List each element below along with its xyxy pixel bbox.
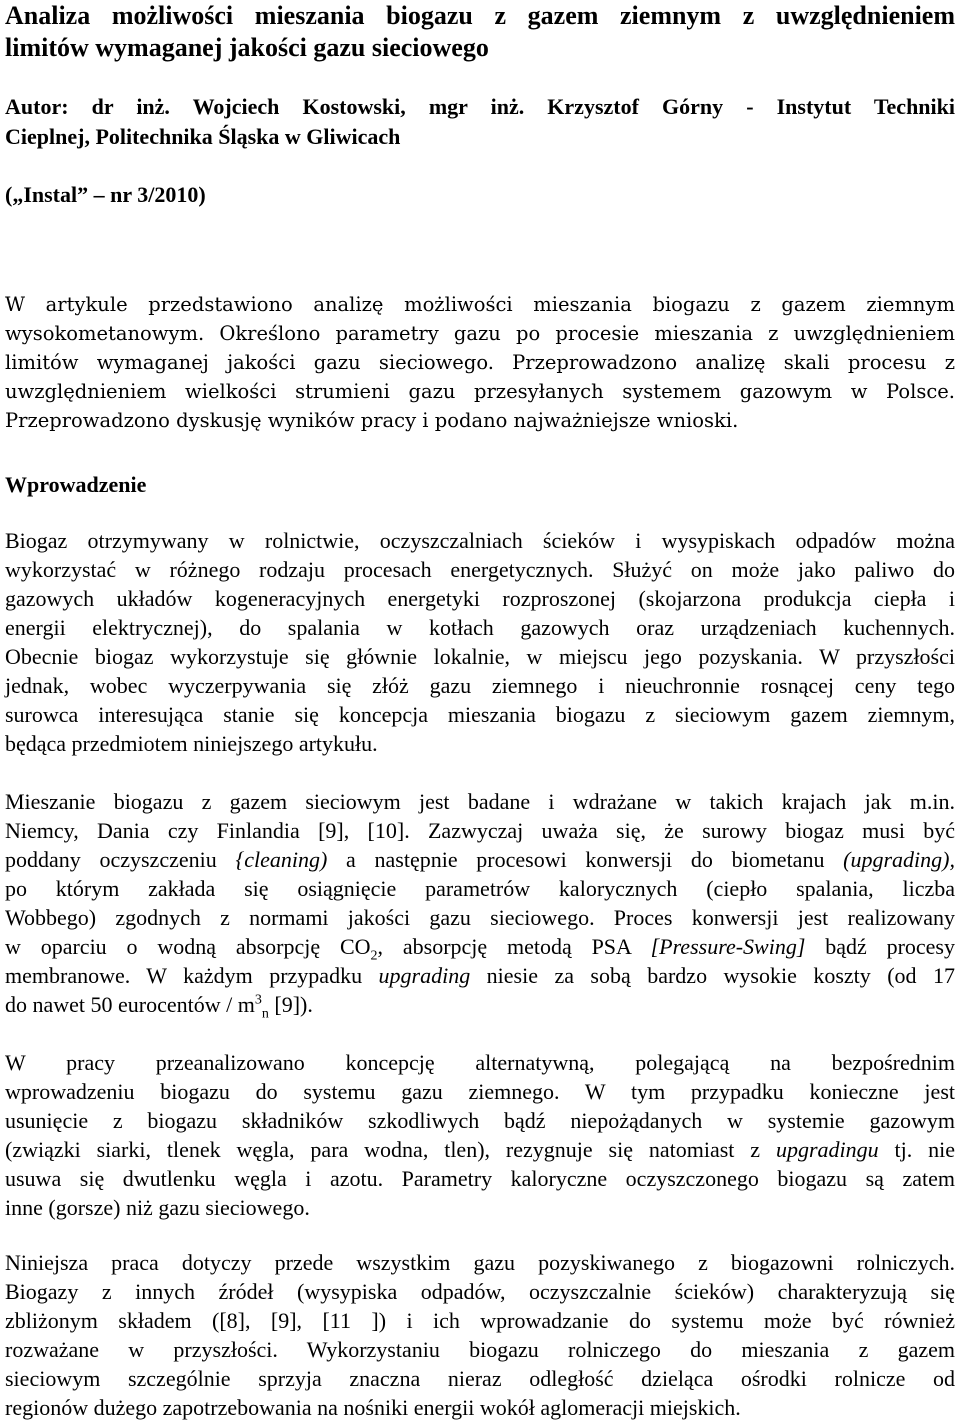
- abstract: [5, 290, 955, 435]
- paragraph-line: Biogazy z innych źródeł (wysypiska odpadów, oczyszczalnie ścieków) charakteryzują się: [5, 1279, 955, 1304]
- text-run: poddany oczyszczeniu: [5, 847, 236, 872]
- paragraph-line: [5, 932, 955, 964]
- superscript: 3: [254, 992, 262, 1008]
- italic-term: (upgrading),: [843, 847, 955, 872]
- paragraph-line: usunięcie z biogazu składników szkodliwych bądź niepożądanych w systemie gazowym: [5, 1108, 955, 1133]
- title-line: limitów wymaganej jakości gazu sieciowego: [5, 33, 489, 62]
- paragraph-line: wprowadzeniu biogazu do systemu gazu ziemnego. W tym przypadku konieczne jest: [5, 1079, 955, 1104]
- paragraph: [5, 526, 955, 758]
- italic-term: upgrading: [378, 963, 471, 988]
- paragraph-line: Niemcy, Dania czy Finlandia [9], [10]. Zazwyczaj uważa się, że surowy biogaz musi być: [5, 818, 955, 843]
- paragraph-line: surowca interesująca stanie się koncepcja mieszania biogazu z sieciowym gazem ziemnym,: [5, 702, 955, 727]
- authors: [5, 92, 955, 152]
- publication-source: („Instal” – nr 3/2010): [5, 182, 206, 207]
- text-run: (związki siarki, tlenek węgla, para wodna, tlen), rezygnuje się natomiast z: [5, 1137, 776, 1162]
- paragraph-line: inne (gorsze) niż gazu sieciowego.: [5, 1195, 310, 1220]
- paragraph-line: [5, 990, 955, 1022]
- abstract-line: limitów wymaganej jakości gazu sieciowego. Przeprowadzono analizę skali procesu z: [5, 351, 955, 374]
- paragraph-line: regionów dużego zapotrzebowania na nośniki energii wokół aglomeracji miejskich.: [5, 1395, 741, 1420]
- paragraph-line: [5, 961, 955, 990]
- paragraph-line: usuwa się dwutlenku węgla i azotu. Parametry kaloryczne oczyszczonego biogazu są zatem: [5, 1166, 955, 1191]
- text-run: tj. nie: [878, 1137, 955, 1162]
- italic-term: {cleaning): [235, 847, 328, 872]
- paragraph-line: zbliżonym składem ([8], [9], [11 ]) i ich wprowadzanie do systemu może być również: [5, 1308, 955, 1333]
- paragraph-line: rozważane w przyszłości. Wykorzystaniu biogazu rolniczego do mieszania z gazem: [5, 1337, 955, 1362]
- subscript: 2: [370, 948, 378, 964]
- paragraph-line: Wobbego) zgodnych z normami jakości gazu sieciowego. Proces konwersji jest realizowany: [5, 905, 955, 930]
- paragraph-line: [5, 845, 955, 874]
- paragraph-line: Niniejsza praca dotyczy przede wszystkim gazu pozyskiwanego z biogazowni rolniczych.: [5, 1250, 955, 1275]
- paragraph-line: sieciowym szczególnie sprzyja znaczna nieraz odległość dzieląca ośrodki rolnicze od: [5, 1366, 955, 1391]
- text-run: do nawet 50 eurocentów / m: [5, 992, 255, 1017]
- authors-line: Autor: dr inż. Wojciech Kostowski, mgr inż. Krzysztof Górny - Instytut Techniki: [5, 94, 955, 119]
- section-heading: Wprowadzenie: [5, 472, 147, 497]
- paragraph: [5, 1248, 955, 1422]
- paragraph-line: Obecnie biogaz wykorzystuje się głównie lokalnie, w miejscu jego pozyskania. W przyszłości: [5, 644, 955, 669]
- abstract-line: W artykule przedstawiono analizę możliwości mieszania biogazu z gazem ziemnym: [5, 293, 955, 316]
- paragraph-line: wykorzystać w różnego rodzaju procesach energetycznych. Służyć on może jako paliwo do: [5, 557, 955, 582]
- abstract-line: uwzględnieniem wielkości strumieni gazu przesyłanych systemem gazowym w Polsce.: [5, 380, 955, 403]
- paragraph-line: jednak, wobec wyczerpywania się złóż gazu ziemnego i nieuchronnie rosnącej ceny tego: [5, 673, 955, 698]
- text-run: membranowe. W każdym przypadku: [5, 963, 379, 988]
- paragraph: [5, 1048, 955, 1222]
- paragraph-line: będąca przedmiotem niniejszego artykułu.: [5, 731, 378, 756]
- text-run: [9]).: [268, 992, 313, 1017]
- text-run: , absorpcję metodą PSA: [377, 934, 651, 959]
- text-run: bądź procesy: [805, 934, 955, 959]
- paragraph-line: Biogaz otrzymywany w rolnictwie, oczyszczalniach ścieków i wysypiskach odpadów można: [5, 528, 955, 553]
- paragraph-line: W pracy przeanalizowano koncepcję alternatywną, polegającą na bezpośrednim: [5, 1050, 955, 1075]
- paragraph-line: gazowych układów kogeneracyjnych energetyki rozproszonej (skojarzona produkcja ciepła i: [5, 586, 955, 611]
- paragraph-line: [5, 1135, 955, 1164]
- italic-term: [Pressure-Swing]: [650, 934, 806, 959]
- paragraph-line: po którym zakłada się osiągnięcie parametrów kalorycznych (ciepło spalania, liczba: [5, 876, 955, 901]
- title-line: Analiza możliwości mieszania biogazu z gazem ziemnym z uwzględnieniem: [5, 1, 955, 30]
- paragraph: [5, 787, 955, 1022]
- italic-term: upgradingu: [775, 1137, 879, 1162]
- article-title: [5, 0, 955, 64]
- subscript: n: [261, 1006, 269, 1022]
- abstract-line: Przeprowadzono dyskusję wyników pracy i podano najważniejsze wnioski.: [5, 409, 739, 432]
- abstract-line: wysokometanowym. Określono parametry gazu po procesie mieszania z uwzględnieniem: [5, 322, 955, 345]
- paragraph-line: energii elektrycznej), do spalania w kotłach gazowych oraz urządzeniach kuchennych.: [5, 615, 955, 640]
- authors-line: Cieplnej, Politechnika Śląska w Gliwicach: [5, 124, 401, 149]
- text-run: niesie za sobą bardzo wysokie koszty (od 17: [470, 963, 955, 988]
- text-run: a następnie procesowi konwersji do biometanu: [327, 847, 844, 872]
- text-run: w oparciu o wodną absorpcję CO: [5, 934, 371, 959]
- paragraph-line: Mieszanie biogazu z gazem sieciowym jest badane i wdrażane w takich krajach jak m.in.: [5, 789, 955, 814]
